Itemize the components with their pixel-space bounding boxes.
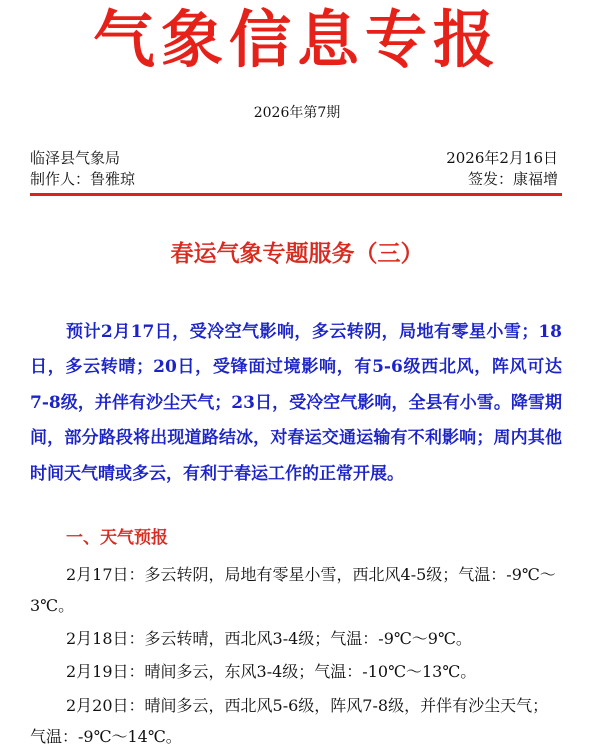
issue-number: 2026年第7期 — [253, 105, 341, 121]
forecast-item-feb17: 2月17日：多云转阴，局地有零星小雪，西北风4-5级；气温：-9℃～3℃。 — [30, 565, 556, 615]
bulletin-headline: 春运气象专题服务（三） — [170, 240, 424, 267]
signer-line: 签发：康福增 — [467, 170, 558, 188]
forecast-item-feb19: 2月19日：晴间多云，东风3-4级；气温：-10℃～13℃。 — [66, 662, 477, 681]
forecast-item-feb20: 2月20日：晴间多云，西北风5-6级，阵风7-8级，并伴有沙尘天气；气温：-9℃～14℃。 — [30, 696, 549, 746]
issue-date: 2026年2月16日 — [446, 149, 558, 167]
section-heading-forecast: 一、天气预报 — [66, 528, 168, 548]
issuing-agency: 临泽县气象局 — [30, 149, 121, 167]
meta-right — [446, 148, 558, 190]
forecast-item-feb18: 2月18日：多云转晴，西北风3-4级；气温：-9℃～9℃。 — [66, 629, 472, 648]
lead-summary: 预计2月17日，受冷空气影响，多云转阴，局地有零星小雪；18日，多云转晴；20日，受锋面过境影响，有5-6级西北风，阵风可达7-8级，并伴有沙尘天气；23日，受冷空气影响，全县有小雪。降雪期间，部分路段将出现道路结冰，对春运交通运输有不利影响；周内其他时间天气晴或多云，有利于春运工作的正常开展。 — [30, 322, 562, 484]
meta-left — [30, 148, 135, 190]
header-divider — [30, 193, 562, 196]
author-line: 制作人：鲁雅琼 — [30, 170, 136, 188]
masthead-title: 气象信息专报 — [92, 3, 501, 76]
